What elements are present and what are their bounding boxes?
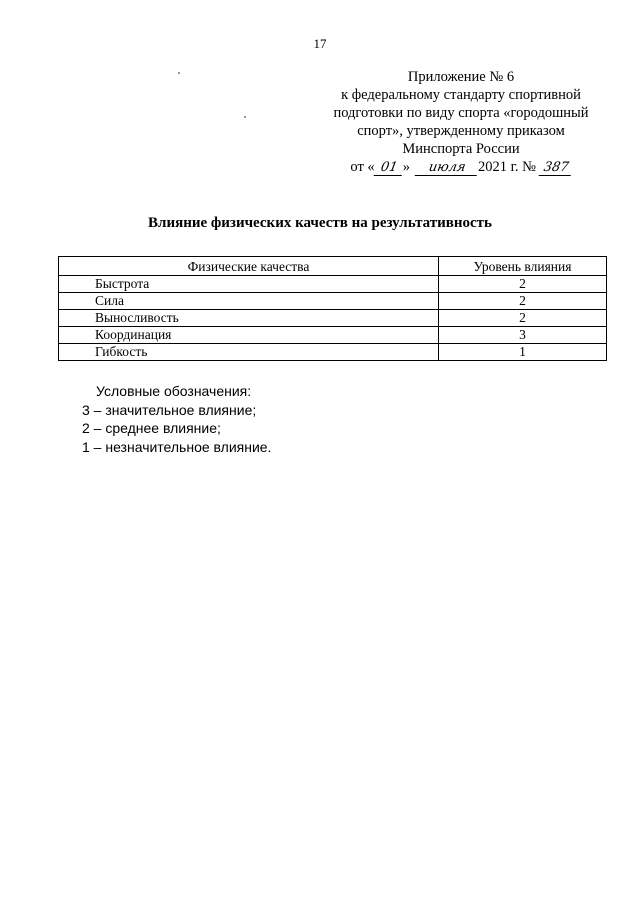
influence-table (58, 256, 607, 361)
level-cell: 1 (439, 344, 607, 361)
appendix-line: к федеральному стандарту спортивной (341, 87, 581, 103)
quality-cell: Координация (59, 327, 439, 344)
appendix-header (330, 68, 592, 176)
table-row (59, 310, 607, 327)
section-title: Влияние физических качеств на результативность (148, 215, 492, 231)
legend-item: 2 – среднее влияние; (82, 420, 221, 436)
appendix-line: спорт», утвержденному приказом (357, 123, 565, 139)
level-cell: 2 (439, 310, 607, 327)
handwritten-month: июля (415, 161, 480, 176)
handwritten-order-number: 387 (538, 161, 573, 176)
table-row (59, 327, 607, 344)
page-number: 17 (313, 36, 327, 51)
table-row (59, 276, 607, 293)
quality-cell: Гибкость (59, 344, 439, 361)
level-cell: 2 (439, 293, 607, 310)
scan-speck (178, 72, 180, 74)
quality-cell: Выносливость (59, 310, 439, 327)
appendix-line: Минспорта России (402, 141, 520, 157)
legend-item: 1 – незначительное влияние. (82, 438, 272, 455)
table-row (59, 293, 607, 310)
appendix-line: подготовки по виду спорта «городошный (333, 105, 589, 121)
table-row (59, 344, 607, 361)
year-text: 2021 г. № (477, 159, 536, 175)
order-date-line (330, 158, 592, 176)
handwritten-day: 01 (373, 161, 404, 176)
legend (82, 382, 271, 456)
quality-cell: Быстрота (59, 276, 439, 293)
quality-cell: Сила (59, 293, 439, 310)
table-header-row (59, 257, 607, 276)
header-quality: Физические качества (59, 257, 439, 276)
date-prefix: от « (350, 159, 375, 175)
legend-title: Условные обозначения: (96, 383, 252, 399)
scan-speck (244, 116, 246, 118)
legend-item: 3 – значительное влияние; (82, 401, 257, 418)
level-cell: 2 (439, 276, 607, 293)
date-mid: » (402, 159, 410, 175)
header-level: Уровень влияния (439, 257, 607, 276)
level-cell: 3 (439, 327, 607, 344)
appendix-title: Приложение № 6 (407, 69, 515, 85)
